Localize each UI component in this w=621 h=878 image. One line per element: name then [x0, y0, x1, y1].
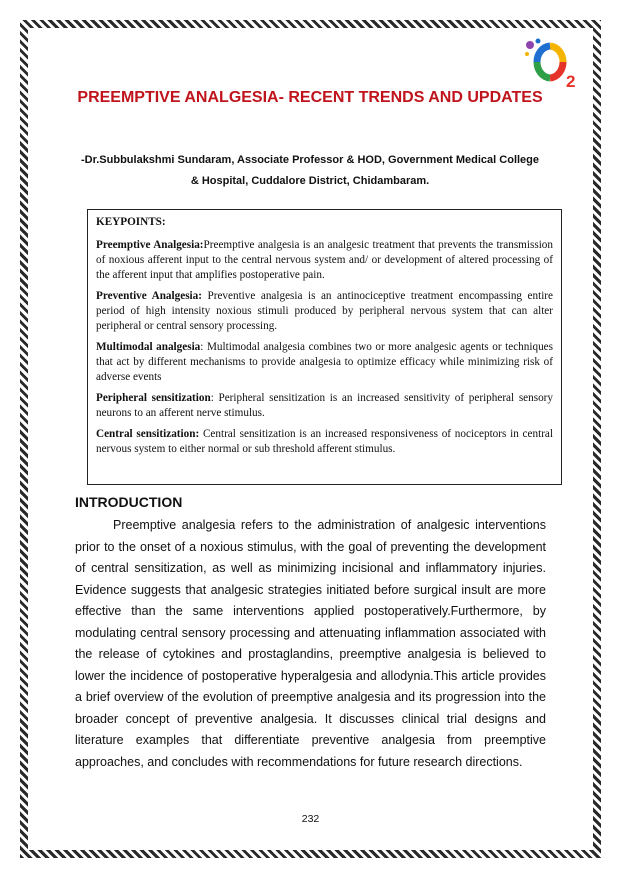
keypoint-definition: Central sensitization is an increased responsiveness of nociceptors in central nervous system to either normal or sub threshold afferent stimulus. [96, 428, 553, 455]
keypoint-term: Multimodal analgesia [96, 341, 201, 353]
keypoint-definition: : Multimodal analgesia combines two or more analgesic agents or techniques that act by different mechanisms to provide analgesia to optimize efficacy while minimizing risk of adverse events [96, 341, 553, 383]
keypoint-preemptive-analgesia [96, 238, 553, 283]
keypoint-definition: Preventive analgesia is an antinociceptive treatment encompassing entire period of high intensity noxious stimuli produced by peripheral nervous system that can alter peripheral or central sensory processing. [96, 290, 553, 332]
article-title: PREEMPTIVE ANALGESIA- RECENT TRENDS AND UPDATES [77, 89, 543, 106]
keypoint-multimodal-analgesia [96, 340, 553, 385]
o2-logo-icon [522, 37, 580, 89]
keypoints-box [87, 209, 562, 485]
keypoint-term: Central sensitization: [96, 428, 200, 440]
svg-text:2: 2 [566, 72, 576, 89]
author-line: -Dr.Subbulakshmi Sundaram, Associate Professor & HOD, Government Medical College & Hospital, Cuddalore District, Chidambaram. [80, 154, 540, 187]
keypoint-term: Preemptive Analgesia: [96, 239, 204, 251]
keypoints-heading: KEYPOINTS: [96, 216, 166, 228]
keypoint-term: Peripheral sensitization [96, 392, 211, 404]
keypoint-central-sensitization [96, 427, 553, 457]
introduction-heading: INTRODUCTION [75, 494, 183, 510]
introduction-paragraph: Preemptive analgesia refers to the administration of analgesic interventions prior to the onset of a noxious stimulus, with the goal of preventing the development of central sensitization, as well as minimizing incisional and inflammatory injuries. Evidence suggests that analgesic strategies initiated before surgical insult are more effective than the same interventions applied postoperatively.Furthermore, by modulating central sensory processing and attenuating inflammation associated with the release of cytokines and prostaglandins, preemptive analgesia is believed to lower the incidence of postoperative hyperalgesia and allodynia.This article provides a brief overview of the evolution of preemptive analgesia and its progression into the broader concept of preventive analgesia. It discusses clinical trial designs and literature examples that differentiate preventive analgesia from preemptive approaches, and concludes with recommendations for future research directions. [75, 518, 546, 769]
keypoint-preventive-analgesia [96, 289, 553, 334]
keypoint-definition: Preemptive analgesia is an analgesic treatment that prevents the transmission of noxious afferent input to the central nervous system and/ or development of altered processing of the afferent input that amplifies postoperative pain. [96, 239, 553, 281]
keypoint-term: Preventive Analgesia: [96, 290, 202, 302]
keypoint-definition: : Peripheral sensitization is an increased sensitivity of peripheral sensory neurons to an afferent nerve stimulus. [96, 392, 553, 419]
page-number: 232 [301, 813, 320, 825]
keypoint-peripheral-sensitization [96, 391, 553, 421]
